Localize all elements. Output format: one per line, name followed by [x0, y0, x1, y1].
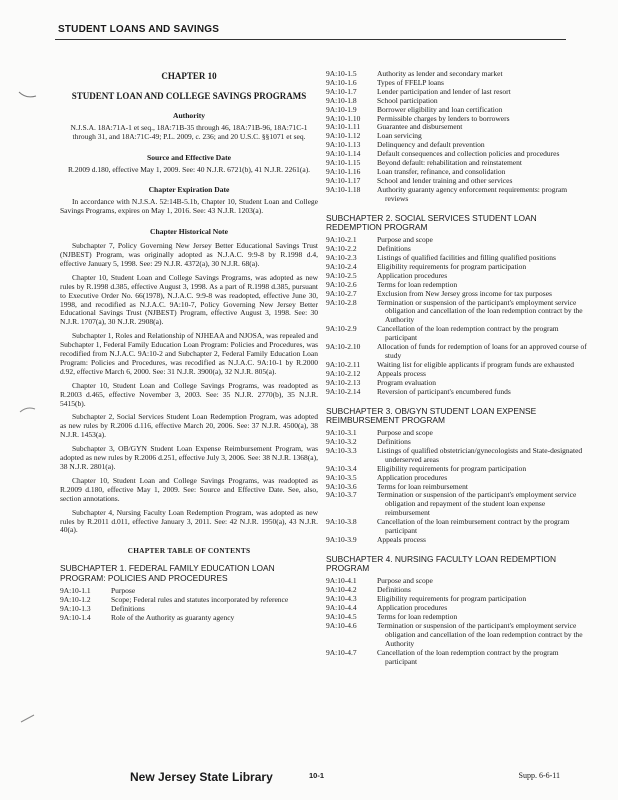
toc-entry-number: 9A:10-1.13 [326, 140, 361, 150]
toc-entry-title: Definitions [377, 585, 411, 595]
toc-entry [326, 88, 588, 97]
toc-entry-title: Application procedures [377, 270, 448, 280]
toc-entry-number: 9A:10-3.3 [326, 445, 357, 455]
toc-entry-title: Eligibility requirements for program participation [377, 261, 527, 271]
source-text: R.2009 d.180, effective May 1, 2009. See: 40 N.J.R. 6721(b), 41 N.J.R. 2261(a). [67, 164, 311, 174]
toc-entry [326, 595, 588, 604]
toc-entries [326, 577, 588, 666]
toc-entry-number: 9A:10-3.8 [326, 517, 357, 527]
toc-entry-number: 9A:10-2.9 [326, 324, 357, 334]
authority-text: N.J.S.A. 18A:71A-1 et seq., 18A:71B-35 through 46, 18A:71B-96, 18A:71C-1 through 31, and 18A:71C-49; P.L. 2009, c. 236; and 20 U.S.C. §§1071 et seq. [70, 122, 308, 141]
chapter-title: STUDENT LOAN AND COLLEGE SAVINGS PROGRAMS [71, 90, 307, 101]
toc-entry-title: Purpose and scope [377, 235, 433, 245]
toc-entry-number: 9A:10-2.1 [326, 235, 357, 245]
margin-pen-mark [18, 712, 38, 724]
toc-entry-title: School and lender training and other services [377, 175, 513, 185]
expiration-text: In accordance with N.J.S.A. 52:14B-5.1b, Chapter 10, Student Loan and College Savings Programs, expires on May 1, 2016. See: 43 N.J.R. 1203(a). [60, 197, 318, 216]
toc-entry-number: 9A:10-2.14 [326, 386, 361, 396]
header-rule [55, 39, 566, 40]
toc-entry-number: 9A:10-1.7 [326, 86, 357, 96]
toc-entry-number: 9A:10-4.2 [326, 585, 357, 595]
toc-entry [326, 491, 588, 518]
toc-entry-number: 9A:10-3.2 [326, 437, 357, 446]
toc-entry-number: 9A:10-1.15 [326, 158, 361, 168]
toc-entry-number: 9A:10-1.3 [60, 603, 91, 613]
subchapter-title: SUBCHAPTER 4. NURSING FACULTY LOAN REDEMPTION PROGRAM [326, 553, 557, 574]
footer-page-number: 10-1 [309, 771, 325, 780]
toc-entry [326, 388, 588, 397]
toc-entry-title: Definitions [377, 244, 411, 254]
history-paragraph: Chapter 10, Student Loan and College Savings Programs, was readopted as R.2009 d.180, effective May 1, 2009. See: Source and Effective Date. See, also, section annotations. [60, 475, 318, 503]
toc-entry-number: 9A:10-1.17 [326, 175, 361, 185]
toc-entry [326, 123, 588, 132]
toc-heading: CHAPTER TABLE OF CONTENTS [127, 546, 251, 556]
toc-entry-number: 9A:10-1.5 [326, 69, 357, 78]
toc-entry-title: Exclusion from New Jersey gross income for tax purposes [377, 288, 552, 298]
toc-entry-title: Authority guaranty agency enforcement requirements: program reviews [377, 184, 568, 203]
history-notes [60, 242, 318, 535]
toc-entry-number: 9A:10-1.12 [326, 131, 361, 141]
toc-entry-number: 9A:10-3.6 [326, 481, 357, 491]
toc-entry-title: Loan transfer, refinance, and consolidation [377, 166, 506, 176]
toc-entry-title: Default consequences and collection policies and procedures [377, 149, 560, 159]
toc-subchapter-3 [326, 407, 588, 545]
toc-entries [326, 70, 588, 204]
subchapter-title: SUBCHAPTER 2. SOCIAL SERVICES STUDENT LOAN REDEMPTION PROGRAM [326, 212, 537, 232]
history-paragraph: Subchapter 1, Roles and Relationship of NJHEAA and NJOSA, was repealed and Subchapter 1, Federal Family Education Loan Program: Policies and Procedures, was recodified from N.J.A.C. 9A:10-2 and Subchapter 2, Federal Family Education Loan Program: Policies and Procedures, was recodified as N.J.A.C. 9A:10-1 by R.2000 d.92, effective March 6, 2000. See: 31 N.J.R. 3900(a), 32 N.J.R. 805(a). [60, 331, 318, 376]
toc-entry-number: 9A:10-2.8 [326, 297, 357, 307]
toc-entry-number: 9A:10-4.1 [326, 576, 357, 586]
history-paragraph: Subchapter 3, OB/GYN Student Loan Expense Reimbursement Program, was adopted as new rules by R.2006 d.251, effective July 3, 2006. See: 38 N.J.R. 1368(a), 38 N.J.R. 2801(a). [60, 444, 318, 471]
expiration-heading: Chapter Expiration Date [148, 185, 230, 195]
toc-entry-title: Purpose and scope [377, 428, 433, 438]
toc-entry-title: Reversion of participant's encumbered funds [377, 386, 511, 396]
toc-entry [326, 518, 588, 536]
toc-entry [326, 447, 588, 465]
toc-entry-number: 9A:10-4.3 [326, 594, 357, 604]
chapter-number: CHAPTER 10 [161, 71, 217, 81]
toc-entry-title: Cancellation of the loan redemption contract by the program participant [377, 647, 559, 666]
toc-entry-number: 9A:10-2.2 [326, 244, 357, 254]
toc-entry-title: Permissible charges by lenders to borrowers [377, 113, 510, 123]
source-heading: Source and Effective Date [146, 152, 231, 162]
toc-entry-title: Authority as lender and secondary market [377, 69, 503, 78]
toc-entry-number: 9A:10-4.4 [326, 603, 357, 613]
toc-entry-title: Program evaluation [377, 377, 436, 387]
toc-entry-number: 9A:10-2.4 [326, 261, 357, 271]
right-column [326, 70, 588, 667]
toc-entry-title: Guarantee and disbursement [377, 122, 463, 132]
subchapter-title: SUBCHAPTER 3. OB/GYN STUDENT LOAN EXPENSE REIMBURSEMENT PROGRAM [326, 405, 537, 425]
toc-entry-number: 9A:10-3.4 [326, 463, 357, 473]
toc-entry-number: 9A:10-1.4 [60, 612, 91, 622]
toc-entry [326, 604, 588, 613]
toc-entry-title: Scope; Federal rules and statutes incorporated by reference [111, 594, 289, 604]
toc-entry [326, 263, 588, 272]
toc-entry-title: Definitions [377, 437, 411, 446]
toc-entry-number: 9A:10-1.9 [326, 104, 357, 114]
toc-entry [326, 649, 588, 667]
toc-entry-number: 9A:10-2.7 [326, 288, 357, 298]
toc-entry-title: Eligibility requirements for program participation [377, 594, 527, 604]
toc-entry [326, 577, 588, 586]
history-heading: Chapter Historical Note [150, 227, 228, 237]
toc-subchapter-2 [326, 214, 588, 397]
left-column [60, 68, 318, 622]
toc-entry-title: Appeals process [377, 368, 426, 378]
toc-entry-title: Types of FFELP loans [377, 77, 444, 87]
toc-entry-title: Delinquency and default prevention [377, 140, 485, 150]
toc-entry-title: Application procedures [377, 603, 448, 613]
toc-entry-number: 9A:10-2.10 [326, 342, 361, 352]
footer-library-stamp: New Jersey State Library [130, 770, 273, 784]
history-paragraph: Chapter 10, Student Loan and College Savings Programs, was adopted as new rules by R.1998 d.385, effective August 3, 1998. As a part of R.1998 d.385, pursuant to Executive Order No. 66(1978), N.J.A.C. 9:9-8 was readopted, effective June 30, 1998, and recodified as N.J.A.C. 9A:10-7, Policy Governing New Jersey Better Educational Savings Trust (NJBEST) Program, effective August 3, 1998. See: 30 N.J.R. 1707(a), 30 N.J.R. 2908(a). [60, 272, 318, 327]
toc-entry-number: 9A:10-1.11 [326, 122, 361, 132]
toc-entry [60, 596, 318, 605]
toc-entry [326, 70, 588, 79]
toc-entries [326, 429, 588, 545]
toc-entry-title: Termination or suspension of the participant's employment service obligation and cancellation of the loan redemption contract by the Authority [377, 621, 583, 648]
toc-entry-number: 9A:10-3.9 [326, 534, 357, 544]
footer-supplement: Supp. 6-6-11 [518, 771, 560, 780]
toc-entry-title: Cancellation of the loan reimbursement contract by the program participant [377, 517, 570, 536]
toc-entry-title: Appeals process [377, 534, 426, 544]
history-paragraph: Subchapter 4, Nursing Faculty Loan Redemption Program, was adopted as new rules by R.2011 d.011, effective January 3, 2011. See: 42 N.J.R. 1950(a), 43 N.J.R. 40(a). [60, 507, 318, 535]
toc-entry [326, 343, 588, 361]
toc-entry-title: Listings of qualified facilities and filling qualified positions [377, 253, 556, 262]
toc-entry-title: Waiting list for eligible applicants if program funds are exhausted [377, 359, 575, 369]
toc-entry [326, 325, 588, 343]
toc-entry-number: 9A:10-4.5 [326, 612, 357, 622]
toc-entry [326, 370, 588, 379]
authority-heading: Authority [172, 110, 206, 120]
toc-entry-title: Beyond default: rehabilitation and reinstatement [377, 158, 522, 168]
toc-entry-title: Terms for loan redemption [377, 279, 458, 289]
toc-entry-title: Eligibility requirements for program participation [377, 463, 527, 473]
margin-pen-mark [18, 404, 38, 416]
toc-entry [60, 614, 318, 623]
history-paragraph: Chapter 10, Student Loan and College Savings Programs, was readopted as R.2003 d.465, effective November 3, 2003. See: 35 N.J.R. 2770(b), 35 N.J.R. 5415(b). [60, 380, 318, 408]
toc-entry-title: Purpose [111, 585, 136, 595]
toc-entry-title: Termination or suspension of the participant's employment service obligation and cancellation of the loan redemption contract by the Authority [377, 297, 583, 325]
toc-entry-number: 9A:10-4.7 [326, 647, 357, 657]
toc-entry-number: 9A:10-1.2 [60, 594, 91, 604]
toc-entry-number: 9A:10-3.5 [326, 472, 357, 482]
toc-entry-title: Cancellation of the loan redemption contract by the program participant [377, 324, 559, 343]
subchapter-title: SUBCHAPTER 1. FEDERAL FAMILY EDUCATION LOAN PROGRAM: POLICIES AND PROCEDURES [60, 563, 275, 583]
toc-entry-number: 9A:10-1.10 [326, 113, 361, 123]
toc-entry-number: 9A:10-2.5 [326, 270, 357, 280]
toc-entry [326, 465, 588, 474]
toc-entry-title: Application procedures [377, 472, 448, 482]
toc-entry-title: School participation [377, 95, 438, 105]
toc-entry-number: 9A:10-2.12 [326, 368, 361, 378]
toc-entries [326, 236, 588, 396]
toc-entry-number: 9A:10-3.7 [326, 490, 357, 500]
toc-entry-number: 9A:10-4.6 [326, 621, 357, 630]
toc-entry [326, 536, 588, 545]
toc-entry [326, 299, 588, 326]
toc-entries [60, 587, 318, 623]
toc-subchapter-1 [60, 564, 318, 622]
toc-entry-title: Borrower eligibility and loan certification [377, 104, 503, 114]
toc-entry-title: Loan servicing [377, 131, 422, 141]
toc-entry-number: 9A:10-3.1 [326, 428, 357, 438]
toc-entry-number: 9A:10-2.6 [326, 279, 357, 289]
toc-entry [326, 186, 588, 204]
toc-entry [326, 429, 588, 438]
margin-pen-mark [18, 90, 38, 102]
toc-entry-title: Purpose and scope [377, 576, 433, 586]
toc-entry-title: Role of the Authority as guaranty agency [111, 612, 235, 622]
toc-entry-title: Listings of qualified obstetrician/gynecologists and State-designated underserved areas [377, 445, 583, 464]
toc-entry-title: Definitions [111, 603, 145, 613]
toc-entry-title: Termination or suspension of the participant's employment service obligation and repayment of the student loan expense reimbursement [377, 490, 577, 518]
history-paragraph: Subchapter 7, Policy Governing New Jersey Better Educational Savings Trust (NJBEST) Program, was originally adopted as N.J.A.C. 9:9-8 by R.1998 d.4, effective January 5, 1998. See: 29 N.J.R. 4372(a), 30 N.J.R. 68(a). [60, 241, 318, 268]
toc-entry-number: 9A:10-1.8 [326, 95, 357, 105]
toc-entry [326, 361, 588, 370]
toc-entry-number: 9A:10-1.14 [326, 149, 361, 159]
toc-entry-number: 9A:10-2.3 [326, 253, 357, 262]
toc-entry [326, 622, 588, 649]
toc-entry [326, 236, 588, 245]
toc-subchapter-4 [326, 555, 588, 667]
toc-entry-number: 9A:10-2.11 [326, 359, 361, 369]
toc-entry-title: Lender participation and lender of last resort [377, 86, 511, 96]
history-paragraph: Subchapter 2, Social Services Student Loan Redemption Program, was adopted as new rules by R.2006 d.116, effective March 20, 2006. See: 37 N.J.R. 4500(a), 38 N.J.R. 1453(a). [60, 412, 318, 440]
toc-entry-number: 9A:10-1.16 [326, 166, 361, 176]
toc-entry-title: Terms for loan reimbursement [377, 481, 468, 491]
toc-entry-title: Terms for loan redemption [377, 612, 458, 622]
toc-entry-number: 9A:10-2.13 [326, 377, 361, 387]
toc-entry-number: 9A:10-1.6 [326, 77, 357, 87]
toc-entry [326, 272, 588, 281]
toc-entry-title: Allocation of funds for redemption of loans for an approved course of study [377, 342, 587, 360]
running-head: STUDENT LOANS AND SAVINGS [58, 24, 220, 35]
toc-entry-number: 9A:10-1.18 [326, 184, 361, 194]
toc-entry-number: 9A:10-1.1 [60, 585, 91, 595]
